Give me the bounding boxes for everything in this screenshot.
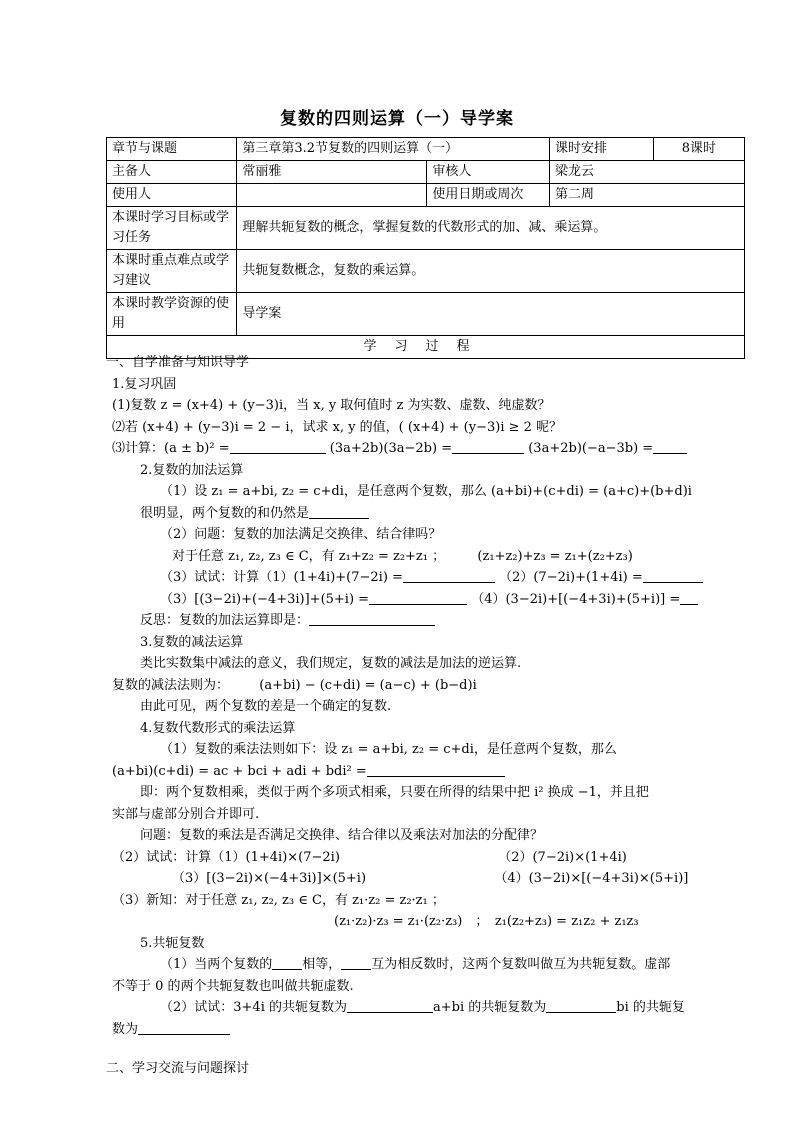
text-line: 即：两个复数相乘，类似于两个多项式相乘，只要在所得的结果中把 i² 换成 −1，并且把 (140, 785, 649, 800)
exercise-line (112, 954, 742, 976)
user-label: 使用人 (107, 184, 237, 207)
exercise-line (112, 997, 742, 1019)
text-line (112, 675, 742, 697)
exercise-line (112, 438, 742, 460)
text-span: 互为相反数时，这两个复数叫做互为共轭复数。虚部 (371, 957, 671, 972)
preparer-value: 常丽雅 (237, 161, 427, 184)
text-span: （2）试试：计算（1）(1+4i)×(7−2i) (112, 849, 340, 865)
answer-blank[interactable] (341, 955, 371, 970)
answer-blank[interactable] (309, 611, 435, 626)
exercise-line (112, 610, 742, 632)
text-span: （2）(7−2i)×(1+4i) (498, 849, 627, 865)
text-line: （3）新知：对于任意 z₁, z₂, z₃ ∈ C，有 z₁·z₂ = z₂·z₁ ； (112, 892, 445, 908)
answer-blank[interactable] (680, 590, 698, 605)
answer-blank[interactable] (347, 998, 433, 1013)
goal-value: 理解共轭复数的概念，掌握复数的代数形式的加、减、乘运算。 (237, 207, 745, 250)
formula: (a+bi)(c+di) = ac + bci + adi + bdi² = (112, 763, 367, 779)
chapter-value: 第三章第3.2节复数的四则运算（一） (237, 138, 550, 161)
answer-blank[interactable] (369, 590, 467, 605)
hours-value: 8课时 (654, 138, 745, 161)
text-span: （2）(7−2i)+(1+4i) = (499, 570, 643, 585)
key-label: 本课时重点难点或学习建议 (107, 250, 237, 293)
text-span: （1）当两个复数的 (160, 957, 273, 972)
text-span: a+bi 的共轭复数为 (433, 1000, 547, 1015)
text-line: （1）复数的乘法法则如下：设 z₁ = a+bi, z₂ = c+di，是任意两个复数，那么 (160, 742, 617, 757)
answer-blank[interactable] (309, 504, 369, 519)
text-line: 类比实数集中减法的意义，我们规定，复数的减法是加法的逆运算. (140, 656, 522, 671)
subsection-heading: 2.复数的加法运算 (140, 462, 244, 478)
answer-blank[interactable] (272, 955, 302, 970)
text-span: 数为 (112, 1021, 139, 1037)
calc-item: (3a+2b)(−a−3b) = (528, 441, 654, 456)
text-span: 很明显，两个复数的和仍然是 (140, 505, 310, 521)
reviewer-label: 审核人 (427, 161, 550, 184)
text-line: 实部与虚部分别合并即可. (112, 806, 260, 822)
goal-label: 本课时学习目标或学习任务 (107, 207, 237, 250)
date-label: 使用日期或周次 (427, 184, 550, 207)
answer-blank[interactable] (403, 568, 495, 583)
text-span: （4）(3−2i)+[(−4+3i)+(5+i)] = (471, 591, 681, 607)
text-line: 由此可见，两个复数的差是一个确定的复数. (140, 699, 392, 714)
text-span: （3）试试：计算（1）(1+4i)+(7−2i) = (160, 570, 403, 585)
formula-line: (z₁·z₂)·z₃ = z₁·(z₂·z₃) ； z₁(z₂+z₃) = z₁z₂ + z₁z₃ (334, 914, 639, 929)
resource-value: 导学案 (237, 293, 745, 336)
text-span: 复数的减法法则为： (112, 677, 230, 693)
answer-blank[interactable] (643, 568, 703, 583)
answer-blank[interactable] (230, 439, 326, 454)
exercise-line (112, 761, 742, 783)
exercise-line (112, 503, 742, 525)
resource-label: 本课时教学资源的使用 (107, 293, 237, 336)
text-line: 不等于 0 的两个共轭复数也叫做共轭虚数. (112, 978, 354, 994)
subsection-heading: 3.复数的减法运算 (140, 634, 244, 650)
text-span: 相等， (302, 957, 342, 972)
exercise-line (112, 868, 742, 890)
text-line: 问题：复数的乘法是否满足交换律、结合律以及乘法对加法的分配律？ (140, 828, 544, 843)
exercise-line: （1）设 z₁ = a+bi, z₂ = c+di，是任意两个复数，那么 (a+bi)+(c+di) = (a+c)+(b+d)i (160, 484, 692, 499)
exercise-line (112, 546, 742, 568)
process-header: 学习过程 (107, 336, 745, 359)
subsection-heading: 1.复习巩固 (112, 376, 177, 392)
page-title: 复数的四则运算（一）导学案 (280, 109, 514, 129)
answer-blank[interactable] (138, 1020, 230, 1035)
section-heading: 二、学习交流与问题探讨 (106, 1061, 250, 1076)
subsection-heading: 5.共轭复数 (140, 935, 205, 951)
hours-label: 课时安排 (550, 138, 654, 161)
exercise-line (112, 847, 742, 869)
text-span: 对于任意 z₁, z₂, z₃ ∈ C，有 z₁+z₂ = z₂+z₁ ； (172, 548, 446, 564)
reviewer-value: 梁龙云 (550, 161, 745, 184)
exercise-line: ⑵若 (x+4) + (y−3)i = 2 − i，试求 x, y 的值，( (x+4) + (y−3)i ≥ 2 呢？ (112, 419, 563, 435)
calc-item: ⑶计算：(a ± b)² = (112, 441, 230, 456)
calc-item: (3a+2b)(3a−2b) = (329, 441, 453, 456)
text-span: （4）(3−2i)×[(−4+3i)×(5+i)] (494, 871, 689, 886)
exercise-line (112, 567, 742, 589)
answer-blank[interactable] (653, 439, 687, 454)
answer-blank[interactable] (452, 439, 524, 454)
exercise-line: （2）问题：复数的加法满足交换律、结合律吗？ (160, 527, 442, 542)
text-span: （3）[(3−2i)×(−4+3i)]×(5+i) (172, 871, 367, 886)
formula: (a+bi) − (c+di) = (a−c) + (b−d)i (259, 677, 477, 693)
preparer-label: 主备人 (107, 161, 237, 184)
answer-blank[interactable] (367, 762, 505, 777)
chapter-label: 章节与课题 (107, 138, 237, 161)
worksheet-body (106, 352, 742, 1080)
exercise-line: (1)复数 z = (x+4) + (y−3)i，当 x, y 取何值时 z 为实数、虚数、纯虚数？ (112, 398, 551, 413)
subsection-heading: 4.复数代数形式的乘法运算 (140, 720, 296, 736)
exercise-line (112, 1019, 742, 1041)
text-span: bi 的共轭复 (616, 1000, 685, 1015)
date-value: 第二周 (550, 184, 745, 207)
text-span: （2）试试：3+4i 的共轭复数为 (160, 1000, 347, 1015)
key-value: 共轭复数概念，复数的乘运算。 (237, 250, 745, 293)
exercise-line (112, 589, 742, 611)
answer-blank[interactable] (546, 998, 616, 1013)
info-table (106, 137, 745, 359)
text-span: 反思：复数的加法运算即是： (140, 613, 310, 628)
user-value (237, 184, 427, 207)
text-span: (z₁+z₂)+z₃ = z₁+(z₂+z₃) (477, 548, 633, 564)
text-span: （3）[(3−2i)+(−4+3i)]+(5+i) = (160, 591, 370, 607)
section-heading: 一、自学准备与知识导学 (106, 355, 250, 370)
